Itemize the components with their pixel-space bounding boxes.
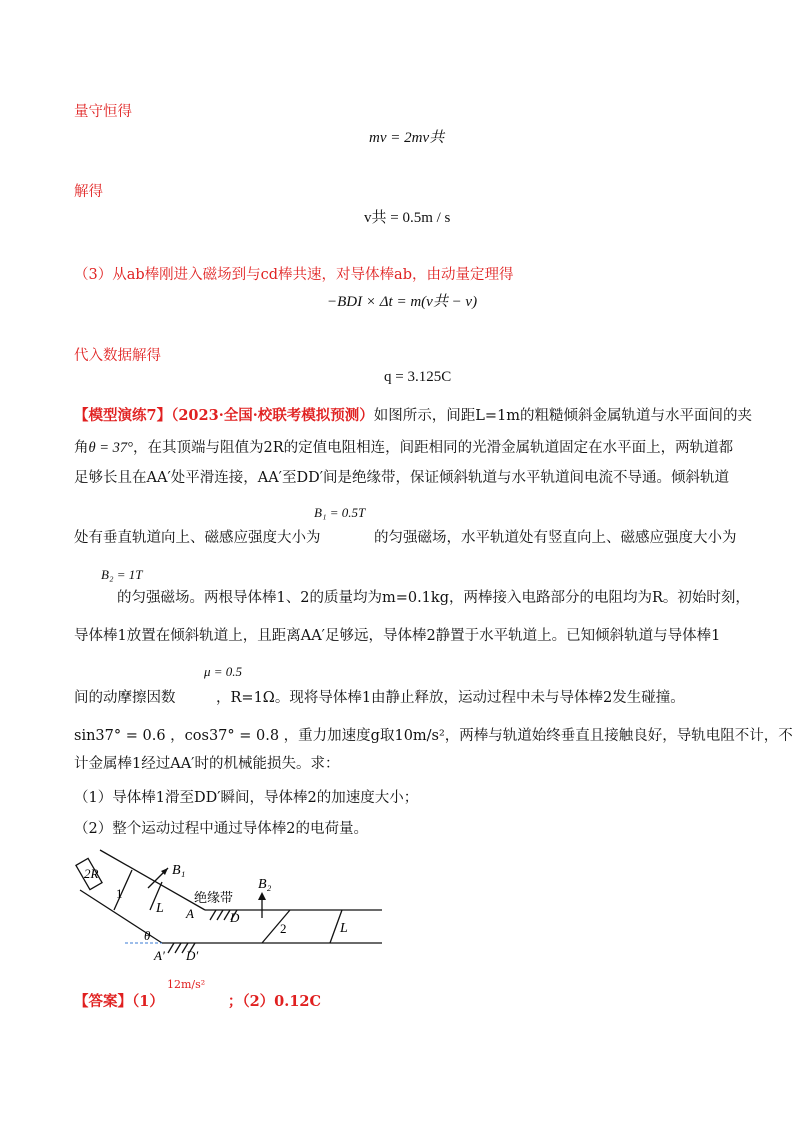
rail-diagram xyxy=(70,840,390,970)
b1-formula: B₁ = 0.5T xyxy=(314,505,366,520)
label-b2: B₂ xyxy=(258,877,272,892)
theta-formula: θ = 37° xyxy=(88,440,133,456)
problem-line-6: 导体棒1放置在倾斜轨道上，且距离AA′足够远，导体棒2静置于水平轨道上。已知倾斜轨道与导体棒1 xyxy=(74,628,721,644)
label-insulation: 绝缘带 xyxy=(194,890,234,905)
label-b1: B₁ xyxy=(172,863,186,878)
equation-velocity: v共 = 0.5m / s xyxy=(364,210,451,226)
problem-source: （2023·全国·校联考模拟预测） xyxy=(171,407,374,424)
label-rod-1: 1 xyxy=(116,886,123,901)
problem-line-4b: 的匀强磁场，水平轨道处有竖直向上、磁感应强度大小为 xyxy=(374,530,737,546)
answer-1: 12m/s² xyxy=(167,978,206,991)
label-a-prime: A′ xyxy=(154,948,165,963)
label-rod-2: 2 xyxy=(280,921,287,936)
problem-line-8: sin37° = 0.6 ，cos37° = 0.8 ，重力加速度g取10m/s²，两棒与轨道始终垂直且接触良好，导轨电阻不计，不 xyxy=(74,728,793,744)
problem-line-7b: ，R=1Ω。现将导体棒1由静止释放，运动过程中未与导体棒2发生碰撞。 xyxy=(216,690,685,706)
label-l1: L xyxy=(156,901,164,916)
problem-line-7a: 间的动摩擦因数 xyxy=(74,690,176,706)
label-d-prime: D′ xyxy=(186,948,199,963)
problem-tag: 【模型演练7】 xyxy=(74,407,172,424)
label-a: A xyxy=(186,906,194,921)
label-l2: L xyxy=(340,921,348,936)
equation-momentum: mv = 2mv共 xyxy=(369,130,445,146)
label-theta: θ xyxy=(144,928,151,943)
mu-formula: μ = 0.5 xyxy=(204,664,243,679)
problem-line-4a: 处有垂直轨道向上、磁感应强度大小为 xyxy=(74,530,321,546)
problem-line-1-text: 如图所示，间距L=1m的粗糙倾斜金属轨道与水平面间的夹 xyxy=(373,408,753,424)
part3-statement: （3）从ab棒刚进入磁场到与cd棒共速，对导体棒ab，由动量定理得 xyxy=(74,267,514,283)
equation-impulse: −BDI × Δt = m(v共 − v) xyxy=(327,294,478,310)
label-resistor: 2R xyxy=(84,866,99,881)
answer-2: （2）0.12C xyxy=(242,993,322,1010)
problem-line-1 xyxy=(74,404,752,425)
label-d: D xyxy=(230,910,240,925)
question-1: （1）导体棒1滑至DD′瞬间，导体棒2的加速度大小； xyxy=(74,790,419,806)
question-2: （2）整个运动过程中通过导体棒2的电荷量。 xyxy=(74,821,368,837)
substitute-label: 代入数据解得 xyxy=(74,348,161,364)
solve-label: 解得 xyxy=(74,184,103,200)
problem-line-2: 角θ = 37°，在其顶端与阻值为2R的定值电阻相连，间距相同的光滑金属轨道固定在水平面上，两轨道都 xyxy=(74,440,734,456)
answer-tag: 【答案】 xyxy=(74,993,132,1010)
problem-line-3: 足够长且在AA′处平滑连接，AA′至DD′间是绝缘带，保证倾斜轨道与水平轨道间电流不导通。倾斜轨道 xyxy=(74,470,730,486)
problem-line-5: 的匀强磁场。两根导体棒1、2的质量均为m=0.1kg，两棒接入电路部分的电阻均为R。初始时刻， xyxy=(117,590,750,606)
b2-formula: B₂ = 1T xyxy=(101,567,143,582)
momentum-label: 量守恒得 xyxy=(74,104,132,120)
equation-charge: q = 3.125C xyxy=(384,369,452,385)
answer-line: 【答案】（1） ；（2）0.12C xyxy=(74,993,322,1010)
problem-line-9: 计金属棒1经过AA′时的机械能损失。求： xyxy=(74,756,340,772)
